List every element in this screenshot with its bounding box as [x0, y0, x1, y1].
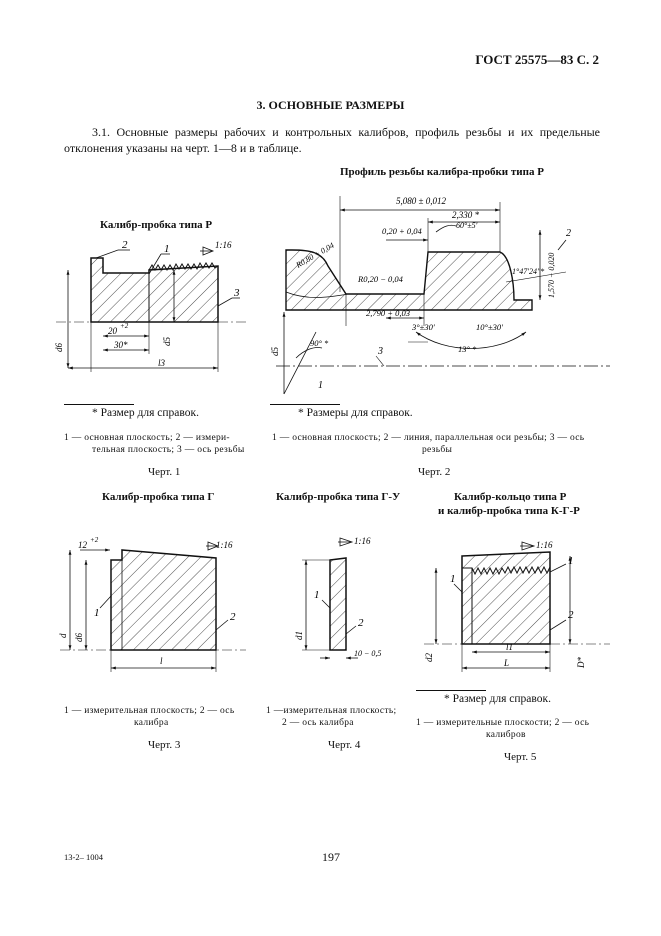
fig2-legend-2: резьбы — [422, 445, 453, 455]
fig3-dim12-tol: +2 — [90, 536, 99, 544]
fig2-3deg: 3°±30′ — [412, 322, 435, 332]
fig3-d6: d6 — [74, 633, 84, 642]
fig4-caption: Черт. 4 — [328, 739, 361, 751]
page-number: 197 — [322, 850, 340, 864]
fig1-l3: l3 — [158, 358, 166, 368]
fig1-d6: d6 — [54, 343, 64, 352]
fig5-label-2: 2 — [568, 609, 574, 621]
fig2-label-2: 2 — [566, 228, 571, 239]
fig2-label-3: 3 — [378, 346, 383, 357]
document-header: ГОСТ 25575—83 С. 2 — [475, 52, 599, 67]
fig3-legend-1: 1 — измерительная плоскость; 2 — ось — [64, 706, 235, 716]
fig3-label-2: 2 — [230, 611, 236, 623]
fig4-label-1: 1 — [314, 589, 320, 601]
fig1-label-3: 3 — [234, 287, 240, 299]
fig2-r080: R0,80 + 0,04 — [294, 240, 336, 270]
fig5-legend-1: 1 — измерительные плоскости; 2 — ось — [416, 718, 590, 728]
fig5-L: L — [504, 658, 510, 668]
fig2-2790: 2,790 + 0,03 — [366, 308, 410, 318]
fig1-dim30: 30* — [114, 340, 128, 350]
fig5-d2: d2 — [424, 653, 434, 662]
fig3-drawing — [56, 536, 246, 678]
fig4-taper: 1:16 — [354, 536, 371, 546]
fig3-caption: Черт. 3 — [148, 739, 181, 751]
fig3-label-1: 1 — [94, 607, 100, 619]
fig3-dim12: 12 — [78, 540, 87, 550]
fig3-l: l — [160, 656, 163, 666]
fig2-label-1: 1 — [318, 380, 323, 391]
fig2-caption: Черт. 2 — [418, 466, 451, 478]
fig2-1570: 1,570 − 0,020 — [547, 252, 556, 298]
fig1-title: Калибр-пробка типа Р — [100, 219, 213, 231]
fig5-title-2: и калибр-пробка типа К-Г-Р — [438, 505, 580, 517]
fig5-l1: l1 — [506, 642, 514, 652]
fig5-label-1b: 1 — [450, 573, 456, 585]
fig2-title: Профиль резьбы калибра-пробки типа Р — [340, 166, 544, 178]
footer-code: 13-2– 1004 — [64, 852, 103, 862]
fig5-legend-2: калибров — [486, 730, 526, 740]
intro-paragraph: 3.1. Основные размеры рабочих и контрольных калибров, профиль резьбы и их предельные отклонения указаны на черт. 1—8 и в таблице. — [64, 125, 600, 155]
fig1-caption: Черт. 1 — [148, 466, 181, 478]
fig4-dim10: 10 − 0,5 — [354, 649, 382, 658]
fig2-legend-1: 1 — основная плоскость; 2 — линия, параллельная оси резьбы; 3 — ось — [272, 433, 585, 443]
fig1-taper: 1:16 — [215, 240, 232, 250]
fig2-pitch: 5,080 ± 0,012 — [396, 196, 446, 206]
fig2-drawing — [266, 182, 610, 394]
fig1-drawing — [56, 236, 246, 386]
fig4-title: Калибр-пробка типа Г-У — [276, 491, 401, 503]
fig1-note-rule — [64, 404, 134, 405]
fig2-147: 1°47′24″* — [512, 267, 545, 276]
fig4-label-2: 2 — [358, 617, 364, 629]
fig5-note-rule — [416, 690, 486, 691]
fig4-legend-1: 1 —измерительная плоскость; — [266, 706, 397, 716]
fig3-d: d — [58, 633, 68, 638]
fig3-legend-2: калибра — [134, 718, 169, 728]
fig2-13deg: 13° * — [458, 344, 477, 354]
fig1-label-1: 1 — [164, 243, 170, 255]
fig5-note: * Размер для справок. — [444, 693, 551, 705]
fig2-r020: R0,20 − 0,04 — [358, 274, 403, 284]
fig1-legend-2: тельная плоскость; 3 — ось резьбы — [92, 445, 245, 455]
fig2-d5: d5 — [270, 347, 280, 356]
fig2-2330: 2,330 * — [452, 210, 479, 220]
fig2-note: * Размеры для справок. — [298, 407, 413, 419]
fig5-label-1a: 1 — [568, 555, 574, 567]
fig2-90deg: 90° * — [310, 338, 329, 348]
fig4-d1: d1 — [294, 631, 304, 640]
fig2-10deg: 10°±30′ — [476, 322, 503, 332]
fig3-title: Калибр-пробка типа Г — [102, 491, 215, 503]
fig5-taper: 1:16 — [536, 540, 553, 550]
fig5-dstar: D* — [576, 657, 586, 668]
fig1-label-2: 2 — [122, 239, 128, 251]
fig2-020: 0,20 + 0,04 — [382, 226, 422, 236]
fig1-d5: d5 — [162, 337, 172, 346]
fig5-title-1: Калибр-кольцо типа Р — [454, 491, 567, 503]
fig2-60deg: 60°±5′ — [456, 221, 478, 230]
fig1-legend-1: 1 — основная плоскость; 2 — измери- — [64, 433, 230, 443]
fig4-legend-2: 2 — ось калибра — [282, 718, 354, 728]
fig1-dim20-tol: +2 — [120, 322, 129, 330]
fig2-note-rule — [270, 404, 340, 405]
section-title: 3. ОСНОВНЫЕ РАЗМЕРЫ — [256, 98, 405, 112]
fig3-taper: 1:16 — [216, 540, 233, 550]
fig4-drawing — [282, 534, 392, 666]
fig5-drawing — [420, 534, 610, 684]
fig1-dim20: 20 — [108, 326, 117, 336]
fig5-caption: Черт. 5 — [504, 751, 537, 763]
fig1-note: * Размер для справок. — [92, 407, 199, 419]
